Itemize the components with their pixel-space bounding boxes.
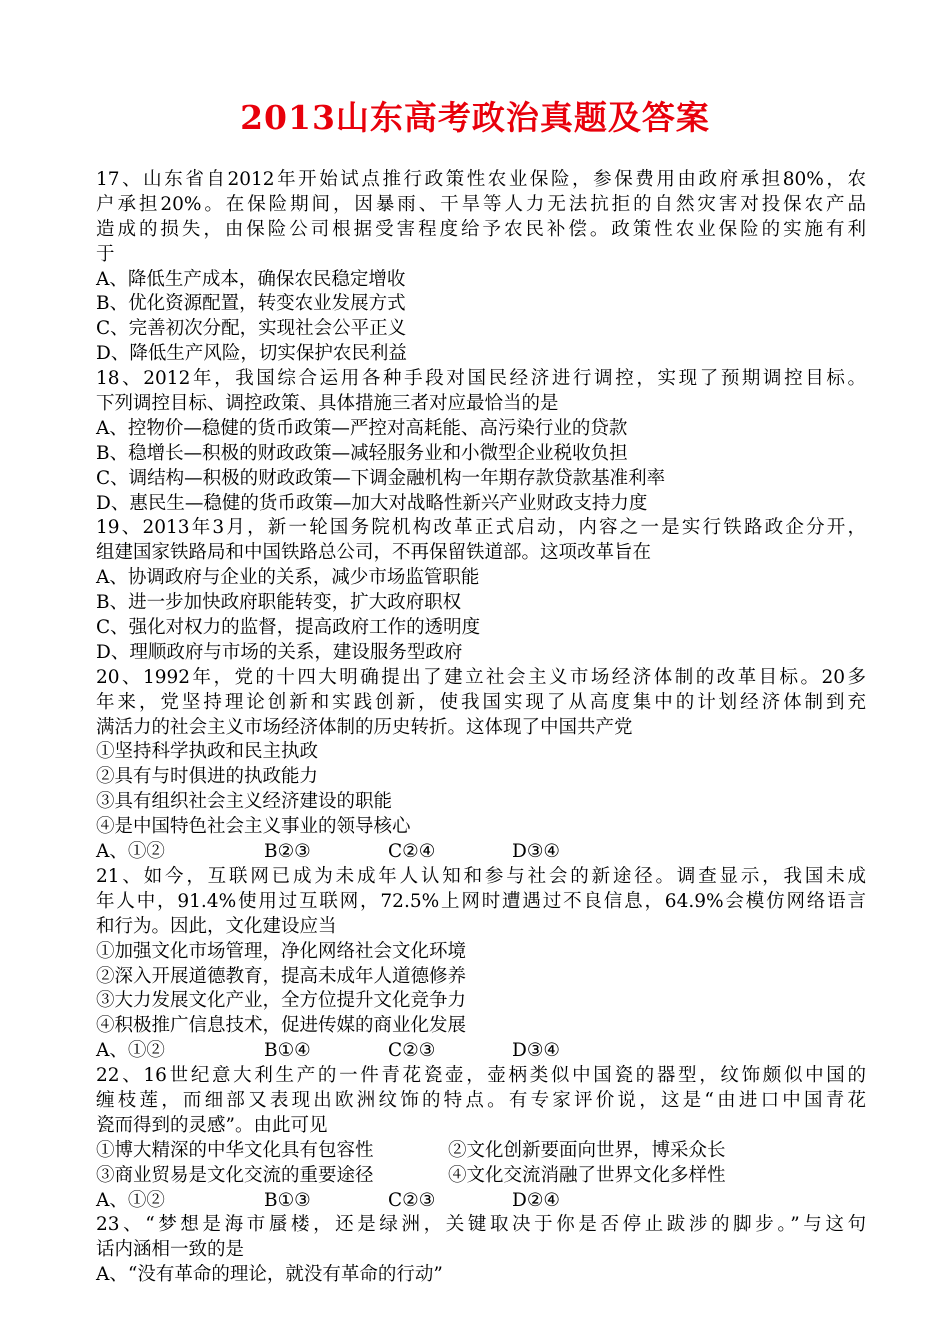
q20-stem-line: 年来，党坚持理论创新和实践创新，使我国实现了从高度集中的计划经济体制到充	[96, 691, 866, 713]
q17-stem-line: 造成的损失，由保险公司根据受害程度给予农民补偿。政策性农业保险的实施有利	[96, 218, 866, 240]
page-title: 2013山东高考政治真题及答案	[240, 98, 710, 137]
q19-stem-line: 组建国家铁路局和中国铁路总公司，不再保留铁道部。这项改革旨在	[96, 542, 652, 564]
q23-option-a: A、“没有革命的理论，就没有革命的行动”	[96, 1264, 443, 1286]
q20-stem-line: 满活力的社会主义市场经济体制的历史转折。这体现了中国共产党	[96, 716, 633, 738]
q18-option-c: C、调结构—积极的财政政策—下调金融机构一年期存款贷款基准利率	[96, 467, 666, 489]
q22-choices	[96, 1189, 866, 1214]
q21-stem-line: 年人中，91.4%使用过互联网，72.5%上网时遭遇过不良信息，64.9%会模仿网络语言	[96, 890, 866, 912]
q22-item: ①博大精深的中华文化具有包容性	[96, 1139, 374, 1161]
q21-item: ②深入开展道德教育，提高未成年人道德修养	[96, 965, 467, 987]
q20-item: ②具有与时俱进的执政能力	[96, 766, 319, 788]
q17-option-d: D、降低生产风险，切实保护农民利益	[96, 343, 407, 365]
q22-choice-d: D②④	[512, 1189, 561, 1211]
q21-choice-c: C②③	[388, 1040, 436, 1062]
q21-item: ①加强文化市场管理，净化网络社会文化环境	[96, 940, 467, 962]
q21-stem-line: 和行为。因此，文化建设应当	[96, 915, 337, 937]
q18-option-a: A、控物价—稳健的货币政策—严控对高耗能、高污染行业的贷款	[96, 417, 628, 439]
q20-choices	[96, 840, 866, 865]
q20-choice-d: D③④	[512, 841, 561, 863]
q20-choice-a: A、①②	[96, 841, 165, 863]
q21-choice-b: B①④	[264, 1040, 311, 1062]
q23-stem-line: 话内涵相一致的是	[96, 1239, 245, 1261]
q22-choice-a: A、①②	[96, 1189, 165, 1211]
q21-item: ③大力发展文化产业，全方位提升文化竞争力	[96, 990, 467, 1012]
q22-item: ④文化交流消融了世界文化多样性	[448, 1164, 726, 1186]
q22-stem-line: 缠枝莲，而细部又表现出欧洲纹饰的特点。有专家评价说，这是“由进口中国青花	[96, 1089, 866, 1111]
q22-item-row	[96, 1139, 866, 1164]
q23-stem-line: 23、“梦想是海市蜃楼，还是绿洲，关键取决于你是否停止跋涉的脚步。”与这句	[96, 1214, 866, 1236]
q20-item: ④是中国特色社会主义事业的领导核心	[96, 816, 411, 838]
q22-item: ③商业贸易是文化交流的重要途径	[96, 1164, 374, 1186]
q20-choice-c: C②④	[388, 841, 436, 863]
q17-stem-line: 于	[96, 243, 115, 265]
q17-option-a: A、降低生产成本，确保农民稳定增收	[96, 268, 406, 290]
q20-item: ③具有组织社会主义经济建设的职能	[96, 791, 393, 813]
q20-choice-b: B②③	[264, 841, 311, 863]
q17-option-c: C、完善初次分配，实现社会公平正义	[96, 318, 407, 340]
q19-stem-line: 19、2013年3月，新一轮国务院机构改革正式启动，内容之一是实行铁路政企分开，	[96, 517, 866, 539]
q22-item-row	[96, 1164, 866, 1189]
q18-stem-line: 18、2012年，我国综合运用各种手段对国民经济进行调控，实现了预期调控目标。	[96, 368, 866, 390]
q22-stem-line: 22、16世纪意大利生产的一件青花瓷壶，壶柄类似中国瓷的器型，纹饰颇似中国的	[96, 1065, 866, 1087]
q21-choice-d: D③④	[512, 1040, 561, 1062]
q22-item: ②文化创新要面向世界，博采众长	[448, 1139, 726, 1161]
q19-option-d: D、理顺政府与市场的关系，建设服务型政府	[96, 641, 463, 663]
question-body	[96, 168, 866, 1288]
q20-item: ①坚持科学执政和民主执政	[96, 741, 319, 763]
q17-stem-line: 17、山东省自2012年开始试点推行政策性农业保险，参保费用由政府承担80%，农	[96, 169, 866, 190]
q17-stem-line: 户承担20%。在保险期间，因暴雨、干旱等人力无法抗拒的自然灾害对投保农产品	[96, 193, 866, 215]
q19-option-b: B、进一步加快政府职能转变，扩大政府职权	[96, 592, 462, 614]
q21-item: ④积极推广信息技术，促进传媒的商业化发展	[96, 1015, 467, 1037]
q21-choice-a: A、①②	[96, 1040, 165, 1062]
q20-stem-line: 20、1992年，党的十四大明确提出了建立社会主义市场经济体制的改革目标。20多	[96, 666, 866, 688]
q21-choices	[96, 1039, 866, 1064]
q21-stem-line: 21、如今，互联网已成为未成年人认知和参与社会的新途径。调查显示，我国未成	[96, 865, 866, 887]
q18-option-d: D、惠民生—稳健的货币政策—加大对战略性新兴产业财政支持力度	[96, 492, 648, 514]
q18-stem-line: 下列调控目标、调控政策、具体措施三者对应最恰当的是	[96, 393, 559, 415]
q22-choice-b: B①③	[264, 1189, 311, 1211]
q22-stem-line: 瓷而得到的灵感”。由此可见	[96, 1114, 328, 1136]
q17-option-b: B、优化资源配置，转变农业发展方式	[96, 293, 406, 315]
q19-option-a: A、协调政府与企业的关系，减少市场监管职能	[96, 567, 480, 589]
q19-option-c: C、强化对权力的监督，提高政府工作的透明度	[96, 617, 481, 639]
q18-option-b: B、稳增长—积极的财政政策—减轻服务业和小微型企业税收负担	[96, 442, 628, 464]
q22-choice-c: C②③	[388, 1189, 436, 1211]
